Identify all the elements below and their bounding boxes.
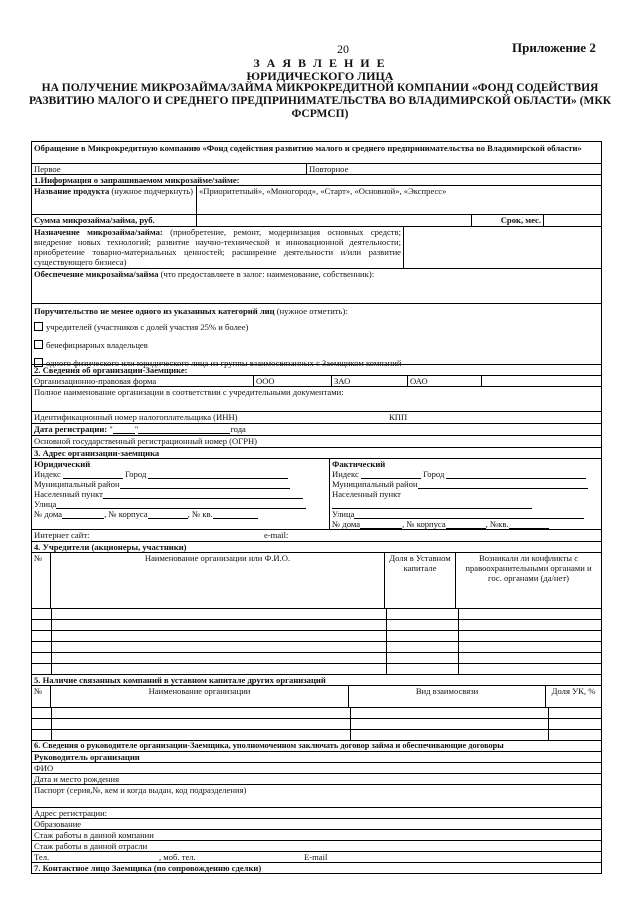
- table-row[interactable]: [32, 708, 601, 719]
- application-form: [31, 141, 602, 874]
- related-col-num: №: [32, 686, 51, 707]
- director-education-row[interactable]: Образование: [32, 819, 601, 830]
- term-label: Срок, мес.: [472, 215, 544, 226]
- document-title: НА ПОЛУЧЕНИЕ МИКРОЗАЙМА/ЗАЙМА МИКРОКРЕДИТНОЙ КОМПАНИИ «ФОНД СОДЕЙСТВИЯ: [41, 82, 599, 94]
- actual-locality[interactable]: Населенный пункт: [330, 489, 601, 509]
- actual-street[interactable]: Улица: [330, 509, 601, 519]
- director-phone-field[interactable]: Тел.: [34, 852, 50, 862]
- ogrn-row: [32, 436, 601, 448]
- ogrn-label: Основной государственный регистрационный номер (ОГРН): [34, 436, 258, 446]
- related-header: [32, 686, 601, 708]
- guarantee-label: Поручительство не менее одного из указанных категорий лиц (нужное отметить):: [34, 306, 348, 316]
- guarantee-block: [32, 304, 601, 368]
- amount-field[interactable]: [197, 215, 472, 226]
- intro-row: [32, 142, 601, 164]
- director-mobile-field[interactable]: , моб. тел.: [159, 852, 196, 862]
- legal-form-oao[interactable]: ОАО: [408, 376, 482, 386]
- security-row: [32, 269, 601, 304]
- legal-form-ooo[interactable]: ООО: [254, 376, 332, 386]
- related-col-name: Наименование организации: [51, 686, 349, 707]
- document-title: З А Я В Л Е Н И Е: [253, 56, 387, 70]
- appendix-label: Приложение 2: [512, 40, 596, 55]
- table-row[interactable]: [32, 642, 601, 653]
- table-row[interactable]: [32, 631, 601, 642]
- purpose-field[interactable]: [404, 227, 601, 268]
- product-label: Название продукта (нужное подчеркнуть): [32, 186, 197, 214]
- actual-index-city[interactable]: Индекс Город: [330, 469, 601, 479]
- founders-col-num: №: [32, 553, 51, 608]
- website-field[interactable]: Интернет сайт:: [34, 530, 90, 540]
- inn-row: [32, 412, 601, 424]
- kpp-label: КПП: [389, 412, 408, 422]
- document-title: ЮРИДИЧЕСКОГО ЛИЦА: [246, 69, 394, 83]
- legal-form-label: Организационно-правовая форма: [32, 376, 254, 386]
- first-repeat-row: [32, 164, 601, 175]
- table-row[interactable]: [32, 609, 601, 620]
- inn-label: Идентификационный номер налогоплательщика (ИНН): [34, 412, 238, 422]
- related-col-relation: Вид взаимосвязи: [349, 686, 546, 707]
- director-exp-industry-row[interactable]: Стаж работы в данной отрасли: [32, 841, 601, 852]
- legal-house[interactable]: № дома , № корпуса , № кв.: [32, 509, 329, 519]
- reg-date-row: [32, 424, 601, 436]
- full-name-label: Полное наименование организации в соответствии с учредительными документами:: [34, 387, 344, 397]
- address-block: [32, 459, 601, 530]
- section-4-heading: 4. Учредители (акционеры, участники): [32, 542, 601, 553]
- legal-district[interactable]: Муниципальный район: [32, 479, 329, 489]
- guarantee-option-founders[interactable]: учредителей (участников с долей участия 25% и более): [32, 322, 601, 332]
- table-row[interactable]: [32, 653, 601, 664]
- section-6-heading: 6. Сведения о руководителе организации-Заемщика, уполномоченном заключать договор займа и обеспечивающие договоры: [32, 741, 601, 752]
- product-row: [32, 186, 601, 215]
- product-options[interactable]: «Приоритетный», «Моногород», «Старт», «Основной», «Экспресс»: [199, 186, 447, 196]
- purpose-text: Назначение микрозайма/займа: (приобретение, ремонт, модернизация основных средств; внедрение новых технологий; развитие научно-технической и инновационной деятельности; приобретение товарно-материальных ценностей; расширение деятельности и/или развитие существующего бизнеса): [32, 227, 404, 268]
- purpose-row: [32, 227, 601, 269]
- repeat-application-field[interactable]: Повторное: [309, 164, 349, 174]
- security-label: Обеспечение микрозайма/займа (что предоставляете в залог: наименование, собственник):: [34, 269, 375, 279]
- full-name-row: [32, 387, 601, 412]
- term-field[interactable]: [544, 215, 601, 226]
- director-contacts-row: [32, 852, 601, 863]
- section-1-heading: 1.Информация о запрашиваемом микрозайме/займе:: [32, 175, 601, 186]
- amount-label: Сумма микрозайма/займа, руб.: [32, 215, 197, 226]
- director-fio-row[interactable]: ФИО: [32, 763, 601, 774]
- founders-header: [32, 553, 601, 609]
- guarantee-option-beneficiaries[interactable]: бенефициарных владельцев: [32, 340, 601, 350]
- email-field[interactable]: e-mail:: [264, 530, 289, 540]
- director-subheading: Руководитель организации: [32, 752, 601, 763]
- actual-address: Фактический Индекс Город Муниципальный район Населенный пункт Улица № дома , № корпуса , №кв.: [330, 459, 601, 529]
- founders-col-conflict: Возникали ли конфликты с правоохранительными органами и гос. органами (да/нет): [465, 553, 592, 583]
- legal-street[interactable]: Улица: [32, 499, 329, 509]
- director-exp-company-row[interactable]: Стаж работы в данной компании: [32, 830, 601, 841]
- legal-locality[interactable]: Населенный пункт: [32, 489, 329, 499]
- document-title: РАЗВИТИЮ МАЛОГО И СРЕДНЕГО ПРЕДПРИНИМАТЕЛЬСТВА ВО ВЛАДИМИРСКОЙ ОБЛАСТИ» (МКК: [28, 95, 612, 107]
- section-5-heading: 5. Наличие связанных компаний в уставном капитале других организаций: [32, 675, 601, 686]
- table-row[interactable]: [32, 664, 601, 675]
- director-passport-row[interactable]: Паспорт (серия,№, кем и когда выдан, код подразделения): [32, 785, 601, 808]
- director-address-row[interactable]: Адрес регистрации:: [32, 808, 601, 819]
- founders-col-name: Наименование организации или Ф.И.О.: [51, 553, 385, 608]
- section-7-heading: 7. Контактное лицо Заемщика (по сопровожденню сделки): [34, 863, 262, 873]
- table-row[interactable]: [32, 719, 601, 730]
- website-row: [32, 530, 601, 542]
- founders-col-share: Доля в Уставном капитале: [385, 553, 456, 608]
- guarantee-option-related[interactable]: одного физического или юридического лица из группы взаимосвязанных с Заемщиком компаний: [32, 358, 601, 368]
- actual-district[interactable]: Муниципальный район: [330, 479, 601, 489]
- first-application-field[interactable]: Первое: [32, 164, 307, 174]
- legal-form-zao[interactable]: ЗАО: [332, 376, 408, 386]
- checkbox-icon[interactable]: [34, 340, 43, 349]
- section-3-heading: 3. Адрес организации-заемщика: [32, 448, 601, 459]
- reg-date-field[interactable]: Дата регистрации: " " года: [34, 424, 246, 434]
- document-title: ФСРМСП): [291, 108, 349, 120]
- page-number: 20: [337, 42, 349, 56]
- legal-form-row: [32, 376, 601, 387]
- legal-address: Юридический Индекс Город Муниципальный район Населенный пункт Улица № дома , № корпуса , № кв.: [32, 459, 330, 529]
- table-row[interactable]: [32, 730, 601, 741]
- related-col-share: Доля УК, %: [551, 686, 596, 696]
- intro-text: Обращение в Микрокредитную компанию «Фонд содействия развитию малого и среднего предпринимательства во Владимирской области»: [34, 143, 582, 153]
- legal-index-city[interactable]: Индекс Город: [32, 469, 329, 479]
- director-birth-row[interactable]: Дата и место рождения: [32, 774, 601, 785]
- section-2-heading: 2. Сведения об организации-Заемщике:: [32, 365, 601, 376]
- table-row[interactable]: [32, 620, 601, 631]
- actual-house[interactable]: № дома , № корпуса , №кв.: [330, 519, 601, 529]
- amount-row: [32, 215, 601, 227]
- checkbox-icon[interactable]: [34, 322, 43, 331]
- director-email-field[interactable]: E-mail: [304, 852, 328, 862]
